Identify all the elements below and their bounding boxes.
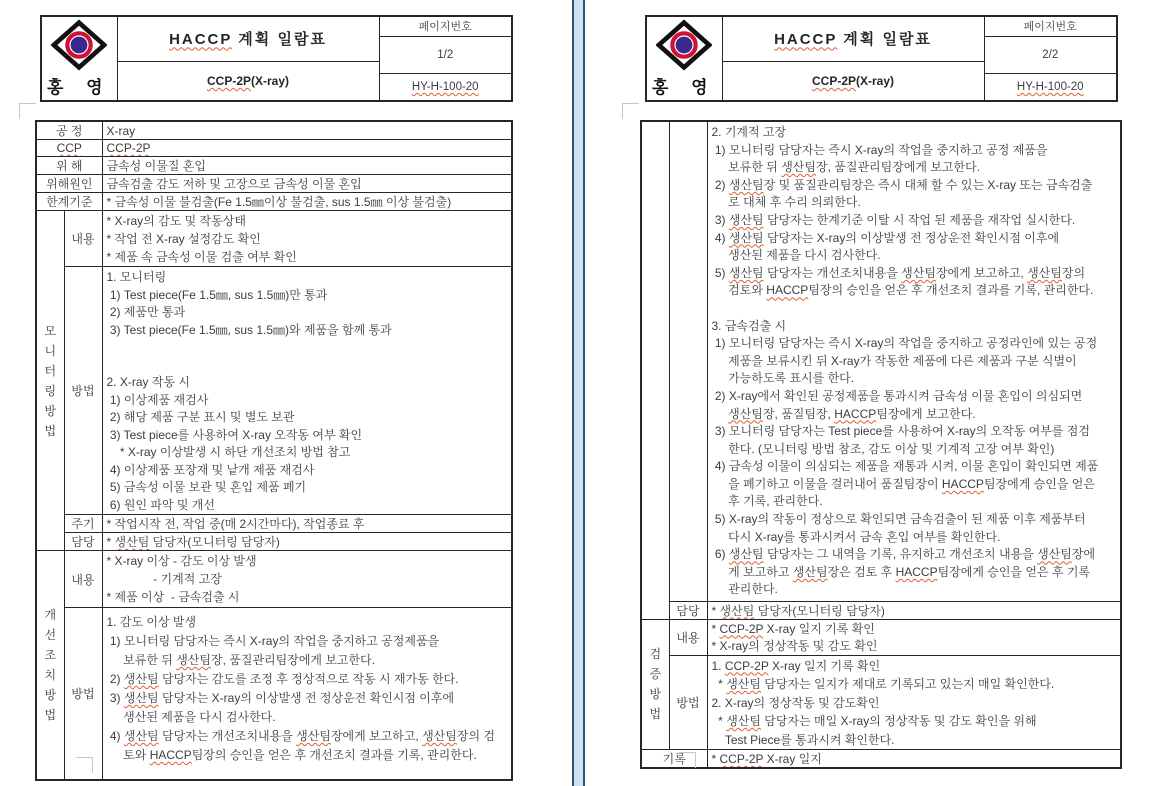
page-number: 2/2 xyxy=(984,36,1117,73)
page-2 xyxy=(640,0,1122,769)
hazard-label: 위 해 xyxy=(36,157,102,175)
corrective-method: 1. 감도 이상 발생 1) 모니터링 담당자는 즉시 X-ray의 작업을 중지하고 공정제품을 보류한 뒤 생산팀장, 품질관리팀장에게 보고한다. 2) 생산팀 담당자는 감도를 조정 후 정상적으로 작동 시 재가동 한다. 3) 생산팀 담당자는 X-ray의 이상발생 전 정상운전 확인시점 이후에 생산된 제품을 다시 검사한다. 4) 생산팀 담당자는 개선조치내용을 생산팀장에게 보고하고, 생산팀장의 검 토와 HACCP팀장의 승인을 얻은 후 개선조치 결과를 기록, 관리한다. xyxy=(102,608,512,780)
doc-title: HACCP 계획 일람표 xyxy=(117,16,379,61)
verification-content-label: 내용 xyxy=(669,619,707,655)
monitoring-content: * X-ray의 감도 및 작동상태 * 작업 전 X-ray 설정감도 확인 * 제품 속 금속성 이물 검출 여부 확인 xyxy=(102,211,512,267)
company-logo xyxy=(646,16,722,101)
company-logo xyxy=(41,16,117,101)
doc-subtitle: CCP-2P(X-ray) xyxy=(117,61,379,101)
corrective-resp-label: 담당 xyxy=(669,601,707,619)
doc-subtitle: CCP-2P(X-ray) xyxy=(722,61,984,101)
critical-limit-label: 한계기준 xyxy=(36,193,102,211)
doc-code: HY-H-100-20 xyxy=(984,73,1117,101)
page-margin-mark xyxy=(622,103,639,119)
page-margin-mark xyxy=(19,103,36,119)
logo-diamond-icon xyxy=(656,19,712,71)
corrective-method-continued: 2. 기계적 고장 1) 모니터링 담당자는 즉시 X-ray의 작업을 중지하고 공정 제품을 보류한 뒤 생산팀장, 품질관리팀장에게 보고한다. 2) 생산팀장 및 품질관리팀장은 즉시 대체 할 수 있는 X-ray 또는 금속검출 로 대체 후 수리 의뢰한다. 3) 생산팀 담당자는 한계기준 이탈 시 작업 된 제품을 재작업 실시한다. 4) 생산팀 담당자는 X-ray의 이상발생 전 정상운전 확인시점 이후에 생산된 제품을 다시 검사한다. 5) 생산팀 담당자는 개선조치내용을 생산팀장에게 보고하고, 생산팀장의 검토와 HACCP팀장의 승인을 얻은 후 개선조치 결과를 기록, 관리한다. 3. 금속검출 시 1) 모니터링 담당자는 즉시 X-ray의 작업을 중지하고 공정라인에 있는 공정 제품을 보류시킨 뒤 X-ray가 작동한 제품에 다른 제품과 구분 식별이 가능하도록 표시를 한다. 2) X-ray에서 확인된 공정제품을 통과시켜 금속성 이물 혼입이 의심되면 생산팀장, 품질팀장, HACCP팀장에게 보고한다. 3) 모니터링 담당자는 Test piece를 사용하여 X-ray의 오작동 여부를 점검 한다. (모니터링 방법 참조, 감도 이상 및 기계적 고장 여부 확인) 4) 금속성 이물이 의심되는 제품을 재통과 시켜, 이물 혼입이 확인되면 제품 을 폐기하고 이물을 걸러내어 품질팀장이 HACCP팀장에게 승인을 얻은 후 기록, 관리한다. 5) X-ray의 작동이 정상으로 확인되면 금속검출이 된 제품 이후 제품부터 다시 X-ray를 통과시켜서 금속 혼입 여부를 확인한다. 6) 생산팀 담당자는 그 내역을 기록, 유지하고 개선조치 내용을 생산팀장에 게 보고하고 생산팀장은 검토 후 HACCP팀장에게 승인을 얻은 후 기록 관리한다. xyxy=(707,121,1121,601)
process-label: 공 정 xyxy=(36,121,102,140)
ccp-label: CCP xyxy=(36,140,102,157)
monitoring-content-label: 내용 xyxy=(64,211,102,267)
logo-diamond-icon xyxy=(51,19,107,71)
page-margin-mark xyxy=(76,757,93,773)
monitoring-cycle-label: 주기 xyxy=(64,515,102,533)
doc-title: HACCP 계획 일람표 xyxy=(722,16,984,61)
verification-content: * CCP-2P X-ray 일지 기록 확인 * X-ray의 정상작동 및 감도 확인 xyxy=(707,619,1121,655)
corrective-resp: * 생산팀 담당자(모니터링 담당자) xyxy=(707,601,1121,619)
verification-method: 1. CCP-2P X-ray 일지 기록 확인 * 생산팀 담당자는 일지가 제대로 기록되고 있는지 매일 확인한다. 2. X-ray의 정상작동 및 감도확인 * 생산팀 담당자는 매일 X-ray의 정상작동 및 감도 확인을 위해 Test Piece를 통과시켜 확인한다. xyxy=(707,655,1121,750)
company-name: 홍 영 xyxy=(651,78,717,97)
page-1 xyxy=(35,0,513,781)
page2-main-table xyxy=(640,120,1122,769)
hazard-value: 금속성 이물질 혼입 xyxy=(102,157,512,175)
hazard-cause-value: 금속검출 감도 저하 및 고장으로 금속성 이물 혼입 xyxy=(102,175,512,193)
page-number-label: 페이지번호 xyxy=(379,16,512,36)
empty-section-cell xyxy=(641,121,669,619)
page-margin-mark xyxy=(679,752,696,768)
ccp-value: CCP-2P xyxy=(102,140,512,157)
corrective-content: * X-ray 이상 - 감도 이상 발생 - 기계적 고장 * 제품 이상 - 금속검출 시 xyxy=(102,551,512,608)
corrective-section-label: 개 선 조 치 방 법 xyxy=(36,551,64,780)
monitoring-method: 1. 모니터링 1) Test piece(Fe 1.5㎜, sus 1.5㎜)만 통과 2) 제품만 통과 3) Test piece(Fe 1.5㎜, sus 1.5㎜)와 제품을 함께 통과 2. X-ray 작동 시 1) 이상제품 재검사 2) 해당 제품 구분 표시 및 별도 보관 3) Test piece를 사용하여 X-ray 오작동 여부 확인 * X-ray 이상발생 시 하단 개선조치 방법 참고 4) 이상제품 포장재 및 낱개 제품 재검사 5) 금속성 이물 보관 및 혼입 제품 폐기 6) 원인 파악 및 개선 xyxy=(102,267,512,515)
doc-code: HY-H-100-20 xyxy=(379,73,512,101)
company-name: 홍 영 xyxy=(46,78,112,97)
record-value: * CCP-2P X-ray 일지 xyxy=(707,750,1121,769)
monitoring-resp: * 생산팀 담당자(모니터링 담당자) xyxy=(102,533,512,551)
monitoring-section-label: 모 니 터 링 방 법 xyxy=(36,211,64,551)
page1-header-table xyxy=(40,15,513,102)
verification-method-label: 방법 xyxy=(669,655,707,750)
page2-header-table xyxy=(645,15,1118,102)
verification-section-label: 검증 방법 xyxy=(641,619,669,750)
process-value: X-ray xyxy=(102,121,512,140)
critical-limit-value: * 금속성 이물 불검출(Fe 1.5㎜이상 불검출, sus 1.5㎜ 이상 불검출) xyxy=(102,193,512,211)
page1-main-table xyxy=(35,120,513,781)
record-label: 기록 xyxy=(641,750,707,769)
page-divider xyxy=(572,0,585,786)
page-number-label: 페이지번호 xyxy=(984,16,1117,36)
corrective-method-label: 방법 xyxy=(64,608,102,780)
page-number: 1/2 xyxy=(379,36,512,73)
hazard-cause-label: 위해원인 xyxy=(36,175,102,193)
monitoring-resp-label: 담당 xyxy=(64,533,102,551)
monitoring-cycle: * 작업시작 전, 작업 중(매 2시간마다), 작업종료 후 xyxy=(102,515,512,533)
corrective-content-label: 내용 xyxy=(64,551,102,608)
monitoring-method-label: 방법 xyxy=(64,267,102,515)
empty-sublabel-cell xyxy=(669,121,707,601)
